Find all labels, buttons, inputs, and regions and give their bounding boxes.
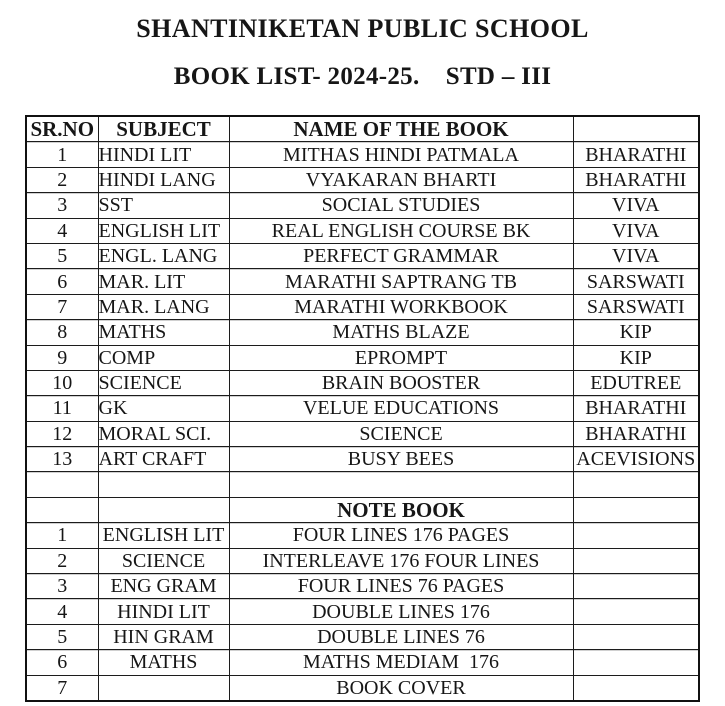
cell-srno: 7 (26, 675, 98, 701)
cell-srno: 3 (26, 193, 98, 218)
cell-srno: 7 (26, 294, 98, 319)
cell-srno: 9 (26, 345, 98, 370)
cell-book-name: FOUR LINES 176 PAGES (229, 523, 573, 548)
cell-book-name: MATHS BLAZE (229, 320, 573, 345)
cell-subject: SST (98, 193, 229, 218)
cell-srno: 4 (26, 599, 98, 624)
cell-publisher: KIP (573, 320, 699, 345)
cell-publisher (573, 675, 699, 701)
cell-subject (98, 472, 229, 497)
cell-subject: HIN GRAM (98, 624, 229, 649)
cell-publisher (573, 497, 699, 522)
cell-publisher: SARSWATI (573, 294, 699, 319)
table-row (26, 167, 699, 192)
cell-subject: MAR. LIT (98, 269, 229, 294)
cell-subject: ART CRAFT (98, 447, 229, 472)
empty-row (26, 472, 699, 497)
cell-subject: ENG GRAM (98, 574, 229, 599)
cell-srno: 6 (26, 650, 98, 675)
cell-publisher: BHARATHI (573, 396, 699, 421)
books-section (26, 142, 699, 472)
cell-subject: HINDI LIT (98, 142, 229, 167)
table-row (26, 574, 699, 599)
cell-srno (26, 497, 98, 522)
table-row (26, 599, 699, 624)
cell-subject: ENGLISH LIT (98, 523, 229, 548)
cell-book-name: VYAKARAN BHARTI (229, 167, 573, 192)
cell-srno: 6 (26, 269, 98, 294)
cell-book-name: MATHS MEDIAM 176 (229, 650, 573, 675)
cell-book-name: MARATHI SAPTRANG TB (229, 269, 573, 294)
cell-publisher (573, 650, 699, 675)
booklist-subtitle: BOOK LIST- 2024-25. STD – III (173, 63, 552, 90)
cell-book-name: EPROMPT (229, 345, 573, 370)
cell-publisher: VIVA (573, 218, 699, 243)
table-row (26, 421, 699, 446)
cell-publisher (573, 599, 699, 624)
cell-srno: 11 (26, 396, 98, 421)
table-row (26, 624, 699, 649)
notebook-section-title: NOTE BOOK (229, 497, 573, 522)
cell-publisher (573, 574, 699, 599)
table-row (26, 243, 699, 268)
cell-publisher: VIVA (573, 193, 699, 218)
table-header-row (26, 116, 699, 142)
cell-subject: SCIENCE (98, 370, 229, 395)
cell-book-name: BOOK COVER (229, 675, 573, 701)
table-row (26, 370, 699, 395)
cell-srno: 2 (26, 167, 98, 192)
col-header-srno: SR.NO (26, 116, 98, 142)
cell-subject: MATHS (98, 320, 229, 345)
cell-publisher: VIVA (573, 243, 699, 268)
cell-publisher (573, 548, 699, 573)
table-row (26, 396, 699, 421)
cell-publisher: ACEVISIONS (573, 447, 699, 472)
cell-srno: 3 (26, 574, 98, 599)
cell-book-name (229, 472, 573, 497)
book-list-table (25, 115, 700, 702)
cell-publisher: EDUTREE (573, 370, 699, 395)
cell-srno: 5 (26, 624, 98, 649)
cell-publisher (573, 472, 699, 497)
cell-subject (98, 675, 229, 701)
col-header-publisher (573, 116, 699, 142)
table-row (26, 447, 699, 472)
cell-publisher: BHARATHI (573, 142, 699, 167)
cell-book-name: MARATHI WORKBOOK (229, 294, 573, 319)
cell-subject: HINDI LANG (98, 167, 229, 192)
cell-srno: 4 (26, 218, 98, 243)
cell-subject: HINDI LIT (98, 599, 229, 624)
col-header-book-name: NAME OF THE BOOK (229, 116, 573, 142)
cell-book-name: BUSY BEES (229, 447, 573, 472)
table-row (26, 548, 699, 573)
cell-book-name: DOUBLE LINES 76 (229, 624, 573, 649)
col-header-subject: SUBJECT (98, 116, 229, 142)
cell-subject: SCIENCE (98, 548, 229, 573)
cell-srno: 5 (26, 243, 98, 268)
cell-book-name: SCIENCE (229, 421, 573, 446)
cell-srno: 1 (26, 523, 98, 548)
cell-subject: ENGLISH LIT (98, 218, 229, 243)
cell-book-name: VELUE EDUCATIONS (229, 396, 573, 421)
cell-srno (26, 472, 98, 497)
table-row (26, 345, 699, 370)
table-row (26, 320, 699, 345)
cell-srno: 13 (26, 447, 98, 472)
cell-book-name: DOUBLE LINES 176 (229, 599, 573, 624)
cell-publisher: BHARATHI (573, 421, 699, 446)
table-row (26, 142, 699, 167)
cell-srno: 1 (26, 142, 98, 167)
cell-subject: COMP (98, 345, 229, 370)
cell-subject (98, 497, 229, 522)
table-row (26, 269, 699, 294)
cell-book-name: REAL ENGLISH COURSE BK (229, 218, 573, 243)
notebooks-section (26, 523, 699, 701)
table-row (26, 294, 699, 319)
school-title: SHANTINIKETAN PUBLIC SCHOOL (136, 14, 589, 43)
notebook-section-header-row (26, 497, 699, 522)
section-divider (26, 472, 699, 523)
cell-srno: 2 (26, 548, 98, 573)
cell-srno: 12 (26, 421, 98, 446)
cell-publisher: BHARATHI (573, 167, 699, 192)
cell-srno: 8 (26, 320, 98, 345)
cell-book-name: BRAIN BOOSTER (229, 370, 573, 395)
document-page (0, 16, 725, 702)
cell-subject: MORAL SCI. (98, 421, 229, 446)
cell-book-name: FOUR LINES 76 PAGES (229, 574, 573, 599)
cell-subject: GK (98, 396, 229, 421)
cell-subject: MATHS (98, 650, 229, 675)
cell-book-name: PERFECT GRAMMAR (229, 243, 573, 268)
cell-publisher: SARSWATI (573, 269, 699, 294)
cell-subject: MAR. LANG (98, 294, 229, 319)
table-row (26, 675, 699, 701)
cell-publisher (573, 523, 699, 548)
cell-publisher (573, 624, 699, 649)
cell-book-name: SOCIAL STUDIES (229, 193, 573, 218)
cell-publisher: KIP (573, 345, 699, 370)
table-row (26, 523, 699, 548)
table-row (26, 218, 699, 243)
table-row (26, 193, 699, 218)
cell-subject: ENGL. LANG (98, 243, 229, 268)
cell-book-name: MITHAS HINDI PATMALA (229, 142, 573, 167)
cell-book-name: INTERLEAVE 176 FOUR LINES (229, 548, 573, 573)
table-row (26, 650, 699, 675)
cell-srno: 10 (26, 370, 98, 395)
